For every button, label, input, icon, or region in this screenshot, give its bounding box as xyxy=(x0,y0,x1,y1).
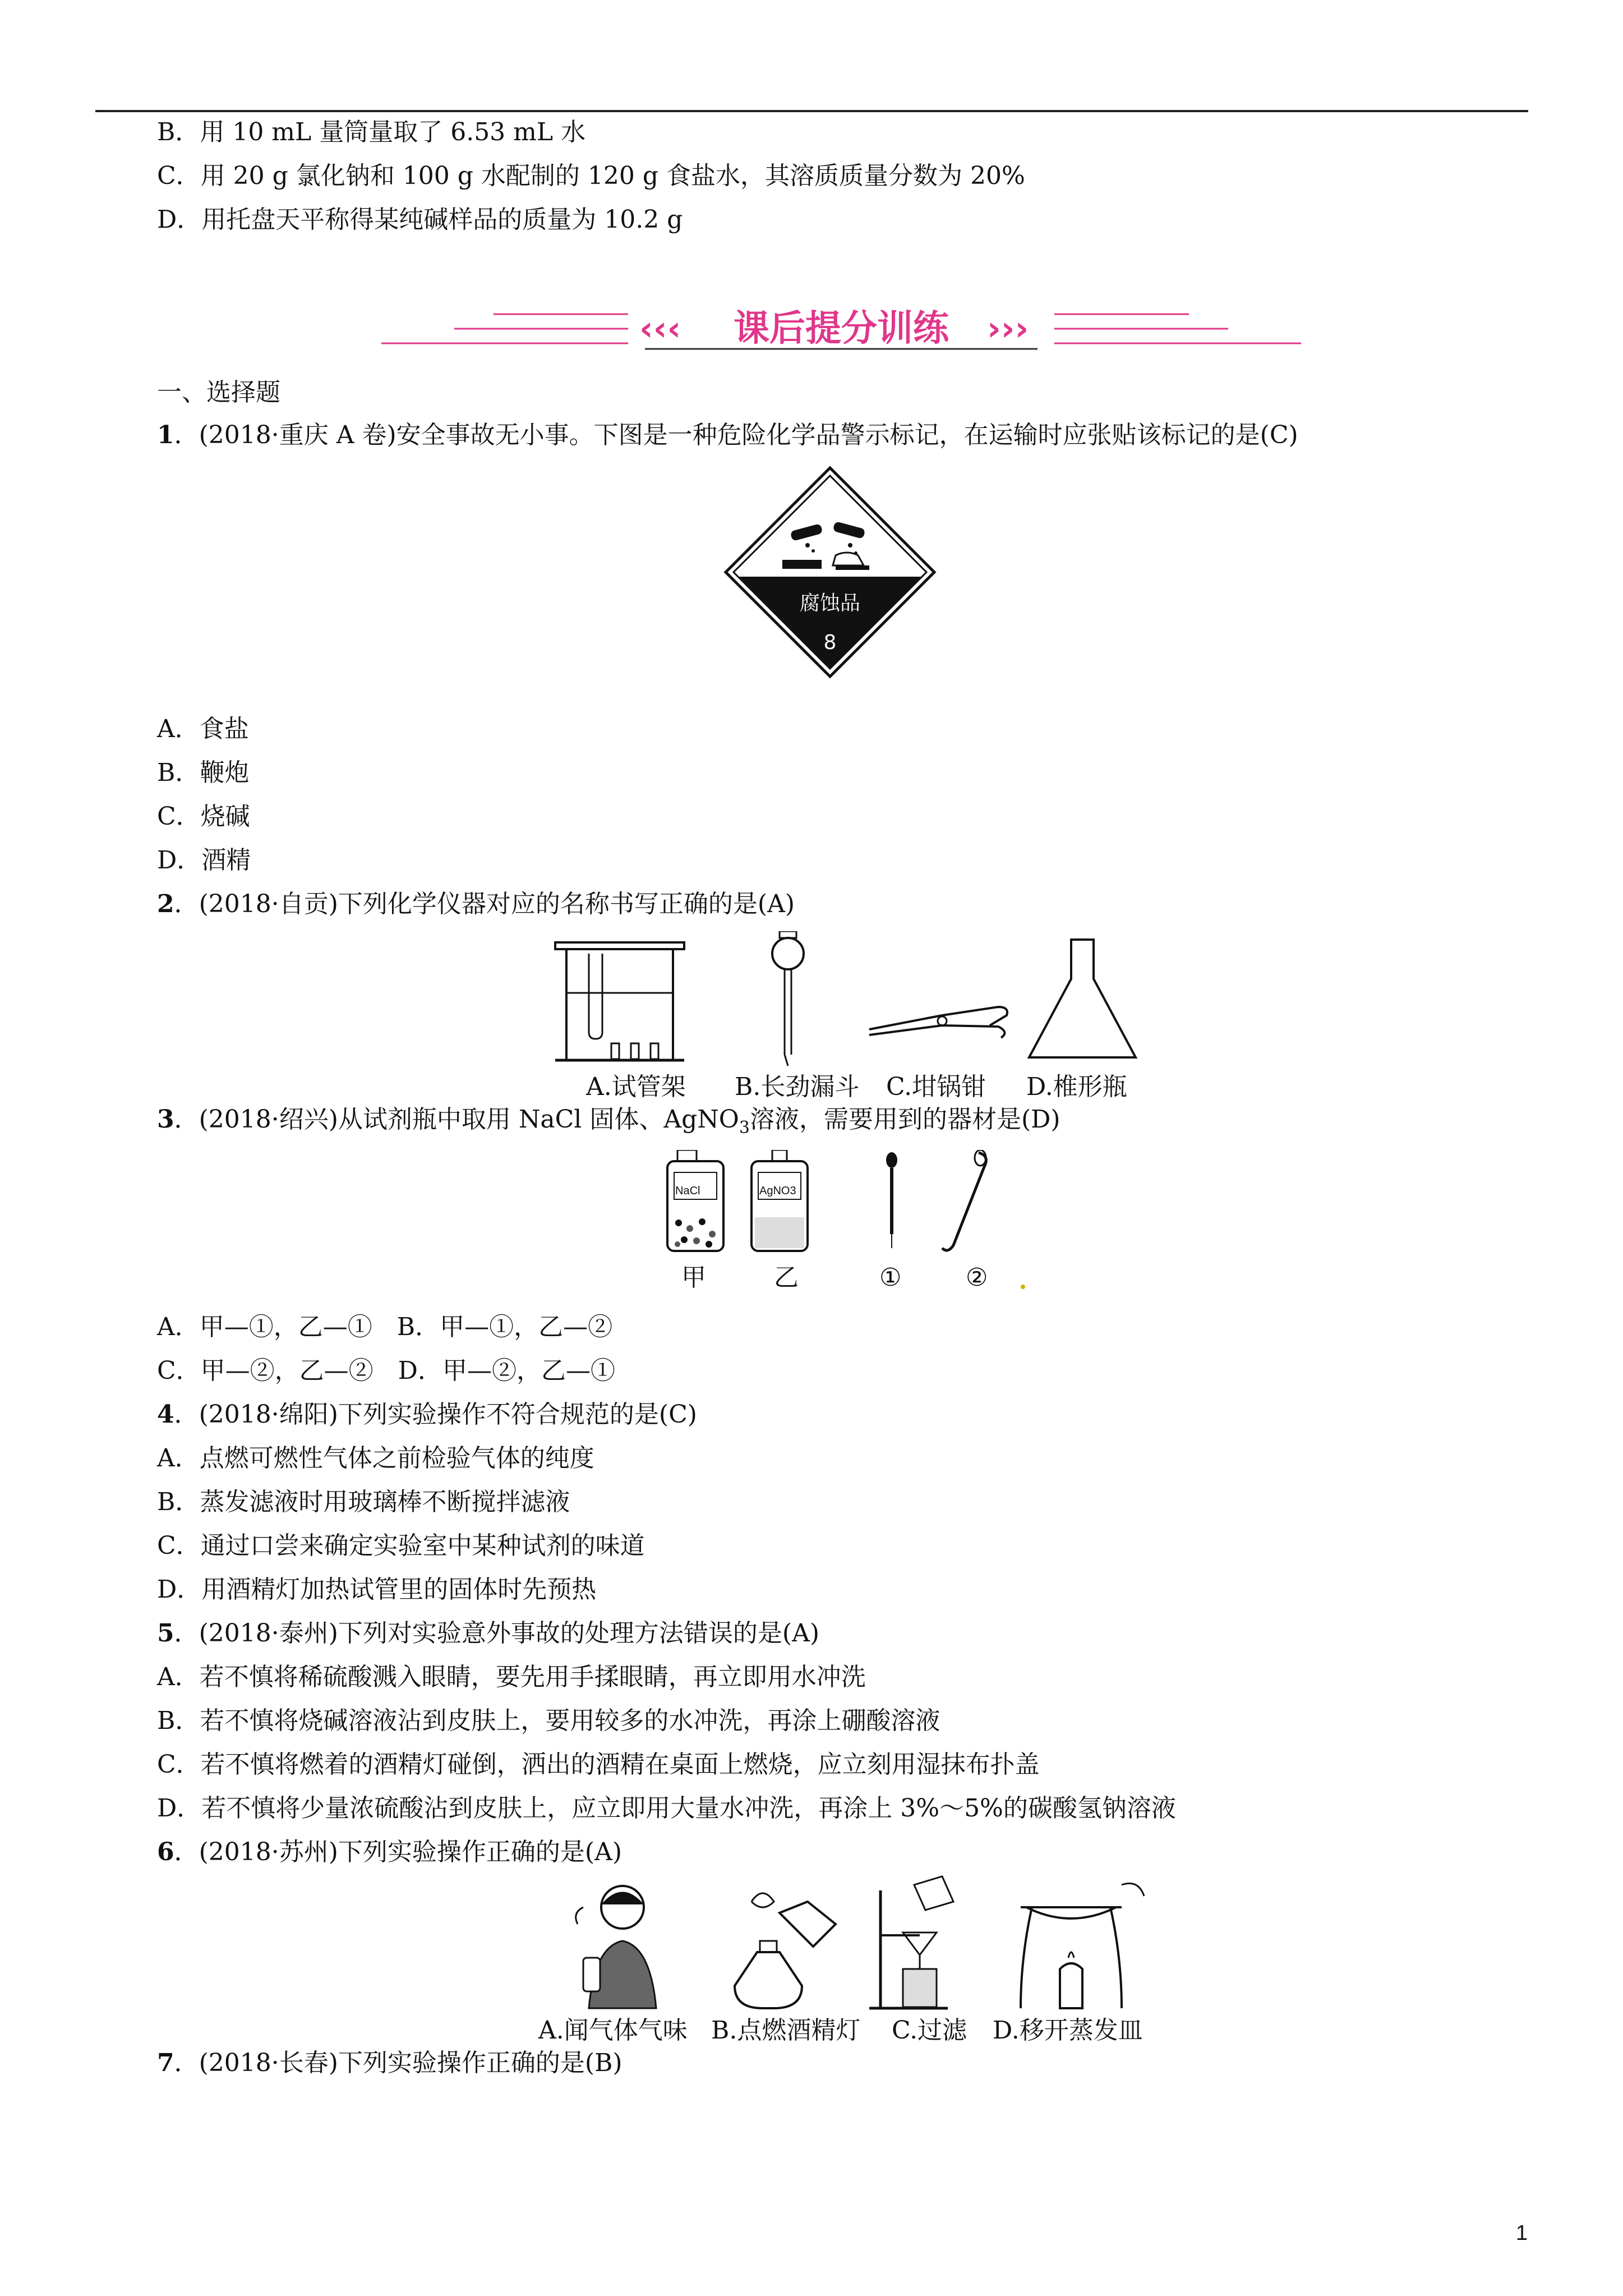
q2-caption-a: A.试管架 xyxy=(586,1073,686,1101)
q3-caption-2: ② xyxy=(966,1263,988,1292)
q5-option-c: C．若不慎将燃着的酒精灯碰倒，洒出的酒精在桌面上燃烧，应立刻用湿抹布扑盖 xyxy=(157,1750,1040,1779)
bottle-label-nacl: NaCl xyxy=(675,1185,700,1197)
corrosive-hazard-sign xyxy=(723,466,937,679)
question-5 xyxy=(157,1618,819,1649)
reagent-bottles-icon xyxy=(662,1150,1009,1262)
q3-options-cd: C．甲—②，乙—② D．甲—②，乙—① xyxy=(157,1356,615,1385)
q6-caption-c: C.过滤 xyxy=(892,2016,967,2045)
question-3-subscript: 3 xyxy=(739,1117,750,1138)
question-1 xyxy=(157,420,1298,451)
q1-option-b: B．鞭炮 xyxy=(157,758,250,787)
question-6-number: 6 xyxy=(157,1838,174,1866)
question-2 xyxy=(157,889,795,920)
question-6-text: ．(2018·苏州)下列实验操作正确的是(A) xyxy=(174,1838,623,1866)
q5-option-d: D．若不慎将少量浓硫酸沾到皮肤上，应立即用大量水冲洗，再涂上 3%～5%的碳酸氢钠溶液 xyxy=(157,1794,1176,1823)
q5-option-b: B．若不慎将烧碱溶液沾到皮肤上，要用较多的水冲洗，再涂上硼酸溶液 xyxy=(157,1706,940,1735)
q2-caption-b: B.长劲漏斗 xyxy=(735,1073,860,1101)
q6-caption-a: A.闻气体气味 xyxy=(538,2016,688,2045)
prev-option-c: C．用 20 g 氯化钠和 100 g 水配制的 120 g 食盐水，其溶质质量分数为 20% xyxy=(157,162,1025,190)
reagent-figures xyxy=(662,1150,1009,1262)
q1-option-c: C．烧碱 xyxy=(157,802,250,831)
q3-caption-jia: 甲 xyxy=(681,1263,706,1292)
bottle-label-agno3: AgNO3 xyxy=(759,1185,796,1197)
question-4-text: ．(2018·绵阳)下列实验操作不符合规范的是(C) xyxy=(174,1400,697,1429)
question-7-text: ．(2018·长春)下列实验操作正确的是(B) xyxy=(174,2049,623,2077)
question-6 xyxy=(157,1837,622,1868)
q6-caption-d: D.移开蒸发皿 xyxy=(993,2016,1143,2045)
question-3-number: 3 xyxy=(157,1105,174,1134)
question-4 xyxy=(157,1399,697,1430)
question-7-number: 7 xyxy=(157,2049,174,2077)
question-5-text: ．(2018·泰州)下列对实验意外事故的处理方法错误的是(A) xyxy=(174,1619,820,1648)
q3-options-ab: A．甲—①，乙—① B．甲—①，乙—② xyxy=(157,1313,613,1341)
q2-caption-d: D.椎形瓶 xyxy=(1026,1073,1127,1101)
banner-left-arrows: ‹‹‹ xyxy=(639,309,681,348)
q2-caption-c: C.坩锅钳 xyxy=(886,1073,986,1101)
corrosive-sign-label: 腐蚀品 xyxy=(799,592,860,615)
q3-caption-1: ① xyxy=(879,1263,902,1292)
prev-option-b: B．用 10 mL 量筒量取了 6.53 mL 水 xyxy=(157,118,586,146)
lab-instruments-icon xyxy=(550,931,1166,1071)
lab-operations-icon xyxy=(566,1874,1172,2014)
operation-figures xyxy=(566,1874,1172,2014)
q4-option-a: A．点燃可燃性气体之前检验气体的纯度 xyxy=(157,1444,594,1473)
q5-option-a: A．若不慎将稀硫酸溅入眼睛，要先用手揉眼睛，再立即用水冲洗 xyxy=(157,1663,866,1691)
q4-option-b: B．蒸发滤液时用玻璃棒不断搅拌滤液 xyxy=(157,1488,570,1516)
stray-mark xyxy=(1021,1285,1025,1289)
q4-option-d: D．用酒精灯加热试管里的固体时先预热 xyxy=(157,1575,597,1604)
question-2-text: ．(2018·自贡)下列化学仪器对应的名称书写正确的是(A) xyxy=(174,890,795,918)
q1-option-d: D．酒精 xyxy=(157,846,251,875)
question-1-text: ．(2018·重庆 A 卷)安全事故无小事。下图是一种危险化学品警示标记，在运输时应张贴该标记的是(C) xyxy=(174,421,1298,449)
q6-caption-b: B.点燃酒精灯 xyxy=(711,2016,861,2045)
question-5-number: 5 xyxy=(157,1619,174,1648)
question-3 xyxy=(157,1104,1061,1144)
corrosive-sign-class: 8 xyxy=(823,631,837,654)
page-number: 1 xyxy=(1515,2221,1528,2245)
header-rule xyxy=(95,110,1528,112)
question-4-number: 4 xyxy=(157,1400,174,1429)
section-heading: 一、选择题 xyxy=(157,378,280,407)
banner-right-arrows: ››› xyxy=(987,309,1029,348)
question-3-text-pre: ．(2018·绍兴)从试剂瓶中取用 NaCl 固体、AgNO xyxy=(174,1105,739,1134)
question-1-number: 1 xyxy=(157,421,174,449)
instrument-figures xyxy=(550,931,1166,1071)
q3-caption-yi: 乙 xyxy=(774,1263,799,1292)
question-3-text-post: 溶液，需要用到的器材是(D) xyxy=(749,1105,1061,1134)
question-7 xyxy=(157,2047,623,2079)
prev-option-d: D．用托盘天平称得某纯碱样品的质量为 10.2 g xyxy=(157,205,683,234)
q4-option-c: C．通过口尝来确定实验室中某种试剂的味道 xyxy=(157,1531,645,1560)
question-2-number: 2 xyxy=(157,890,174,918)
banner-title: 课后提分训练 xyxy=(734,308,949,349)
section-banner xyxy=(381,303,1301,355)
q1-option-a: A．食盐 xyxy=(157,715,249,743)
